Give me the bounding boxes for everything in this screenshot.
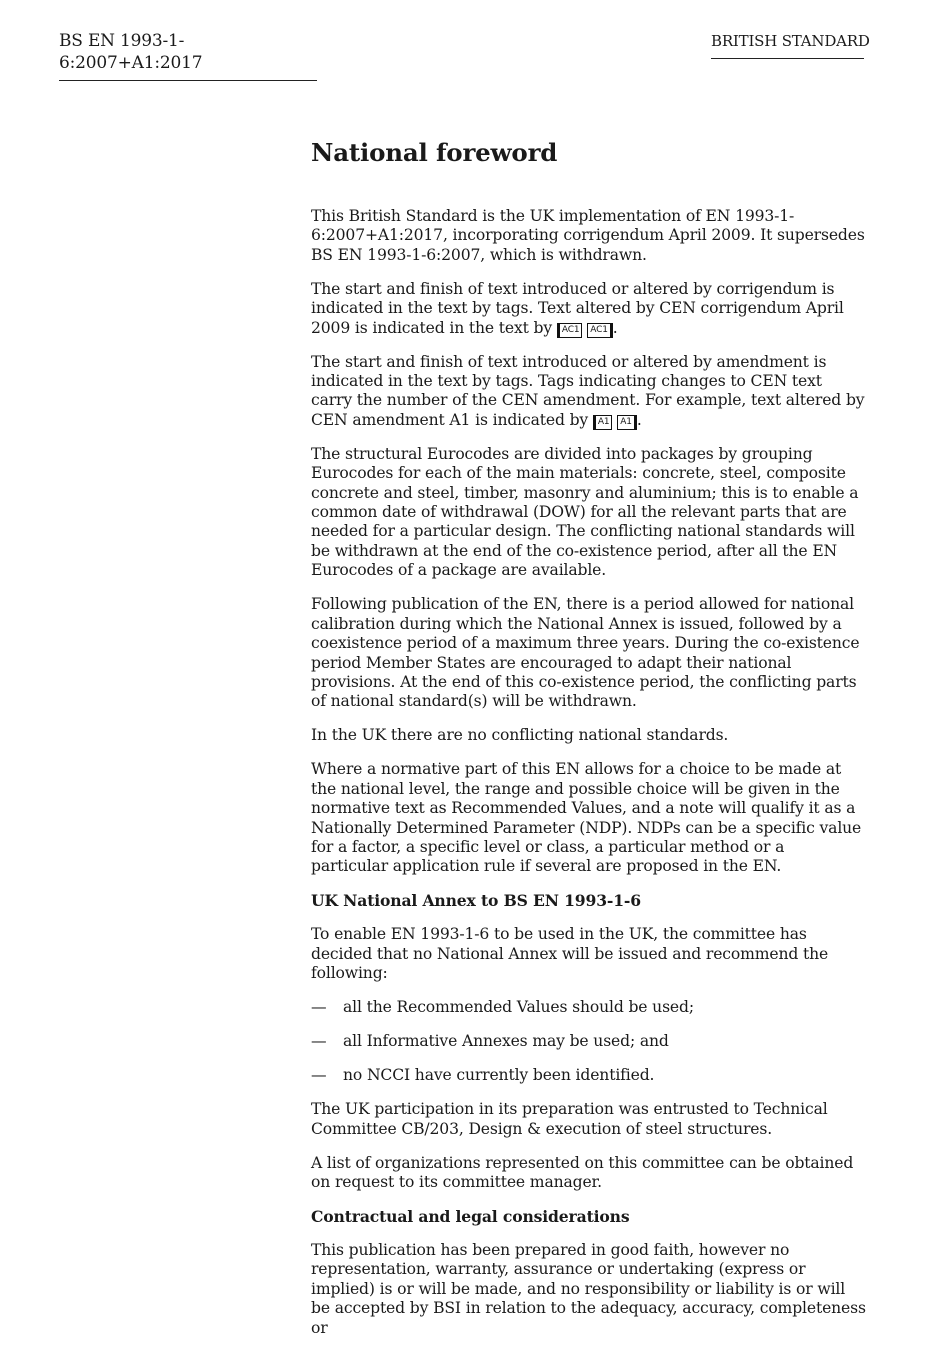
list-item	[311, 998, 866, 1017]
paragraph-no-conflicts: In the UK there are no conflicting national standards.	[311, 726, 729, 745]
header-document-id: BS EN 1993-1-6:2007+A1:2017	[59, 30, 317, 81]
dash-bullet: —	[311, 998, 327, 1017]
paragraph-corrigendum-tags: The start and finish of text introduced or altered by corrigendum is indicated in the text by tags. Text altered by CEN corrigendum April 2009 is indicated in the text by AC1 AC1 .	[311, 279, 844, 337]
paragraph-coexistence-period: Following publication of the EN, there is a period allowed for national calibration during which the National Annex is issued, followed by a coexistence period of a maximum three years. During the co-existence period Member States are encouraged to adapt their national provisions. At the end of this co-existence period, the conflicting parts of national standard(s) will be withdrawn.	[311, 595, 860, 711]
list-item-text: all the Recommended Values should be used;	[343, 998, 694, 1017]
corrigendum-end-tag: AC1	[587, 323, 613, 338]
paragraph-eurocode-packages: The structural Eurocodes are divided into packages by grouping Eurocodes for each of the main materials: concrete, steel, composite concrete and steel, timber, masonry and aluminium; this is to enable a common date of withdrawal (DOW) for all the relevant parts that are needed for a particular design. The conflicting national standards will be withdrawn at the end of the co-existence period, after all the EN Eurocodes of a package are available.	[311, 444, 859, 580]
amendment-end-tag: A1	[617, 415, 637, 430]
list-item-text: all Informative Annexes may be used; and	[343, 1032, 669, 1051]
corrigendum-start-tag: AC1	[557, 323, 583, 338]
amendment-start-tag: A1	[593, 415, 613, 430]
paragraph-committee: The UK participation in its preparation was entrusted to Technical Committee CB/203, Design & execution of steel structures.	[311, 1100, 828, 1138]
paragraph-amendment-text: The start and finish of text introduced or altered by amendment is indicated in the text by tags. Tags indicating changes to CEN text carry the number of the CEN amendment. For example, text altered by CEN amendment A1 is indicated by	[311, 352, 865, 429]
list-item	[311, 1032, 866, 1051]
paragraph-organizations: A list of organizations represented on this committee can be obtained on request to its committee manager.	[311, 1153, 854, 1191]
page-title: National foreword	[311, 138, 558, 167]
paragraph-annex-decision: To enable EN 1993-1-6 to be used in the UK, the committee has decided that no National Annex will be issued and recommend the following:	[311, 925, 829, 983]
dash-bullet: —	[311, 1032, 327, 1051]
paragraph-implementation: This British Standard is the UK implementation of EN 1993-1-6:2007+A1:2017, incorporating corrigendum April 2009. It supersedes BS EN 1993-1-6:2007, which is withdrawn.	[311, 207, 865, 264]
list-item	[311, 1066, 866, 1085]
paragraph-corrigendum-text: The start and finish of text introduced or altered by corrigendum is indicated in the text by tags. Text altered by CEN corrigendum April 2009 is indicated in the text by	[311, 279, 844, 337]
dash-bullet: —	[311, 1066, 327, 1085]
heading-contractual-legal: Contractual and legal considerations	[311, 1206, 630, 1226]
heading-uk-national-annex: UK National Annex to BS EN 1993-1-6	[311, 891, 641, 911]
list-item-text: no NCCI have currently been identified.	[343, 1066, 655, 1085]
header-series-label: BRITISH STANDARD	[711, 30, 864, 59]
foreword-body	[311, 135, 866, 1353]
paragraph-disclaimer: This publication has been prepared in good faith, however no representation, warranty, assurance or undertaking (express or implied) is or will be made, and no responsibility or liability is or will be accepted by BSI in relation to the adequacy, accuracy, completeness or	[311, 1240, 866, 1337]
paragraph-ndp: Where a normative part of this EN allows for a choice to be made at the national level, the range and possible choice will be given in the normative text as Recommended Values, and a note will qualify it as a Nationally Determined Parameter (NDP). NDPs can be a specific value for a factor, a specific level or class, a particular method or a particular application rule if several are proposed in the EN.	[311, 760, 862, 876]
paragraph-amendment-tags: The start and finish of text introduced or altered by amendment is indicated in the text by tags. Tags indicating changes to CEN text carry the number of the CEN amendment. For example, text altered by CEN amendment A1 is indicated by A1 A1 .	[311, 352, 865, 429]
